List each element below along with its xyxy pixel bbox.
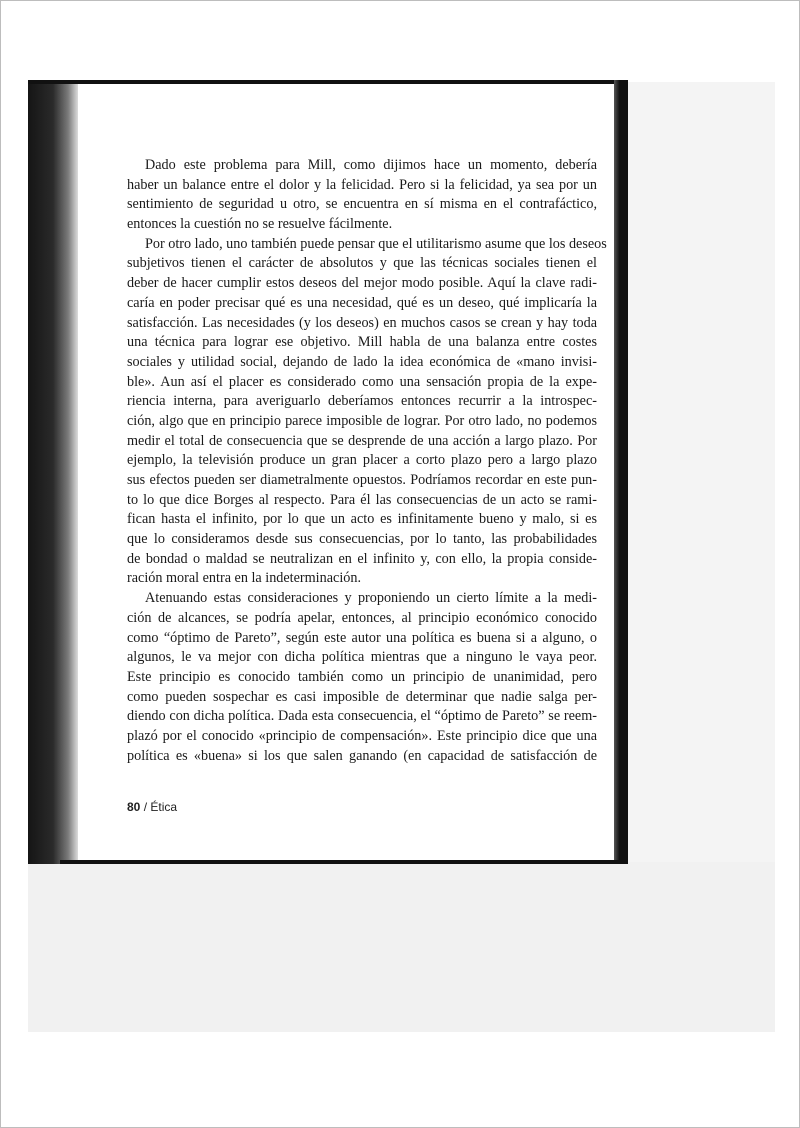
book-title: Ética [150, 800, 178, 814]
text-line: fican hasta el infinito, por lo que un acto es infinitamente bueno y malo, si es [127, 511, 597, 528]
text-line: ración moral entra en la indeterminación. [127, 570, 361, 587]
text-line: Dado este problema para Mill, como dijimos hace un momento, debería [145, 157, 597, 173]
book-spine-shadow [28, 80, 78, 864]
text-line: ejemplo, la televisión produce un gran placer a corto plazo pero a largo plazo [127, 452, 597, 469]
text-line: que lo consideramos desde sus consecuencias, por lo tanto, las probabilidades [127, 531, 597, 548]
paragraph [127, 589, 597, 766]
page-bottom-edge [60, 860, 628, 864]
facing-page-area [628, 82, 775, 862]
text-line: subjetivos tienen el carácter de absolutos y que las técnicas sociales tienen el [127, 255, 597, 272]
scan-background [28, 862, 775, 1032]
text-line: ción, algo que en principio parece imposible de lograr. Por otro lado, no podemos [127, 412, 597, 429]
text-line: medir el total de consecuencia que se desprende de una acción a largo plazo. Por [127, 432, 597, 449]
page-number: 80 [127, 800, 141, 814]
text-line: sentimiento de seguridad u otro, se encuentra en sí misma en el contrafáctico, [127, 196, 597, 213]
text-line: haber un balance entre el dolor y la felicidad. Pero si la felicidad, ya sea por un [127, 176, 597, 193]
page-footer [127, 800, 177, 814]
paragraph [127, 235, 607, 589]
text-line: ción de alcances, se podría apelar, entonces, al principio económico conocido [127, 609, 597, 626]
text-line: algunos, le va mejor con dicha política mientras que a ninguno le vaya peor. [127, 649, 597, 666]
text-line: plazó por el conocido «principio de compensación». Este principio dice que una [127, 727, 597, 744]
text-line: como “óptimo de Pareto”, según este autor una política es buena si a alguno, o [127, 629, 597, 646]
text-line: Este principio es conocido también como un principio de unanimidad, pero [127, 668, 597, 685]
text-line: to lo que dice Borges al respecto. Para él las consecuencias de un acto se rami- [127, 491, 597, 508]
body-text [127, 156, 607, 766]
text-line: Atenuando estas consideraciones y proponiendo un cierto límite a la medi- [145, 590, 597, 607]
text-line: riencia interna, para averiguarlo deberíamos entonces recurrir a la introspec- [127, 393, 597, 410]
text-line: sociales y utilidad social, dejando de lado la idea económica de «mano invisi- [127, 353, 597, 370]
text-line: caría en poder precisar qué es una necesidad, qué es un deseo, qué implicaría la [127, 294, 597, 311]
text-line: sus efectos pueden ser diametralmente opuestos. Podríamos recordar en este pun- [127, 472, 597, 488]
text-line: diendo con dicha política. Dada esta consecuencia, el “óptimo de Pareto” se reem- [127, 708, 597, 725]
text-line: deber de hacer cumplir estos deseos del mejor modo posible. Aquí la clave radi- [127, 275, 597, 292]
text-line: de bondad o maldad se neutralizan en el infinito y, con ello, la propia conside- [127, 550, 597, 567]
text-line: una técnica para lograr ese objetivo. Mill habla de una balanza entre costes [127, 334, 597, 351]
text-line: ble». Aun así el placer es considerado como una sensación propia de la expe- [127, 373, 597, 390]
paragraph [127, 156, 597, 235]
text-line: entonces la cuestión no se resuelve fácilmente. [127, 216, 393, 233]
text-line: política es «buena» si los que salen ganando (en capacidad de satisfacción de [127, 747, 597, 764]
footer-separator: / [143, 800, 148, 814]
text-line: satisfacción. Las necesidades (y los deseos) en muchos casos se crean y hay toda [127, 314, 597, 331]
text-line: como pueden sospechar es casi imposible de determinar que nadie salga per- [127, 688, 597, 705]
text-line: Por otro lado, uno también puede pensar que el utilitarismo asume que los deseos [145, 235, 607, 252]
page-right-edge [614, 80, 628, 864]
